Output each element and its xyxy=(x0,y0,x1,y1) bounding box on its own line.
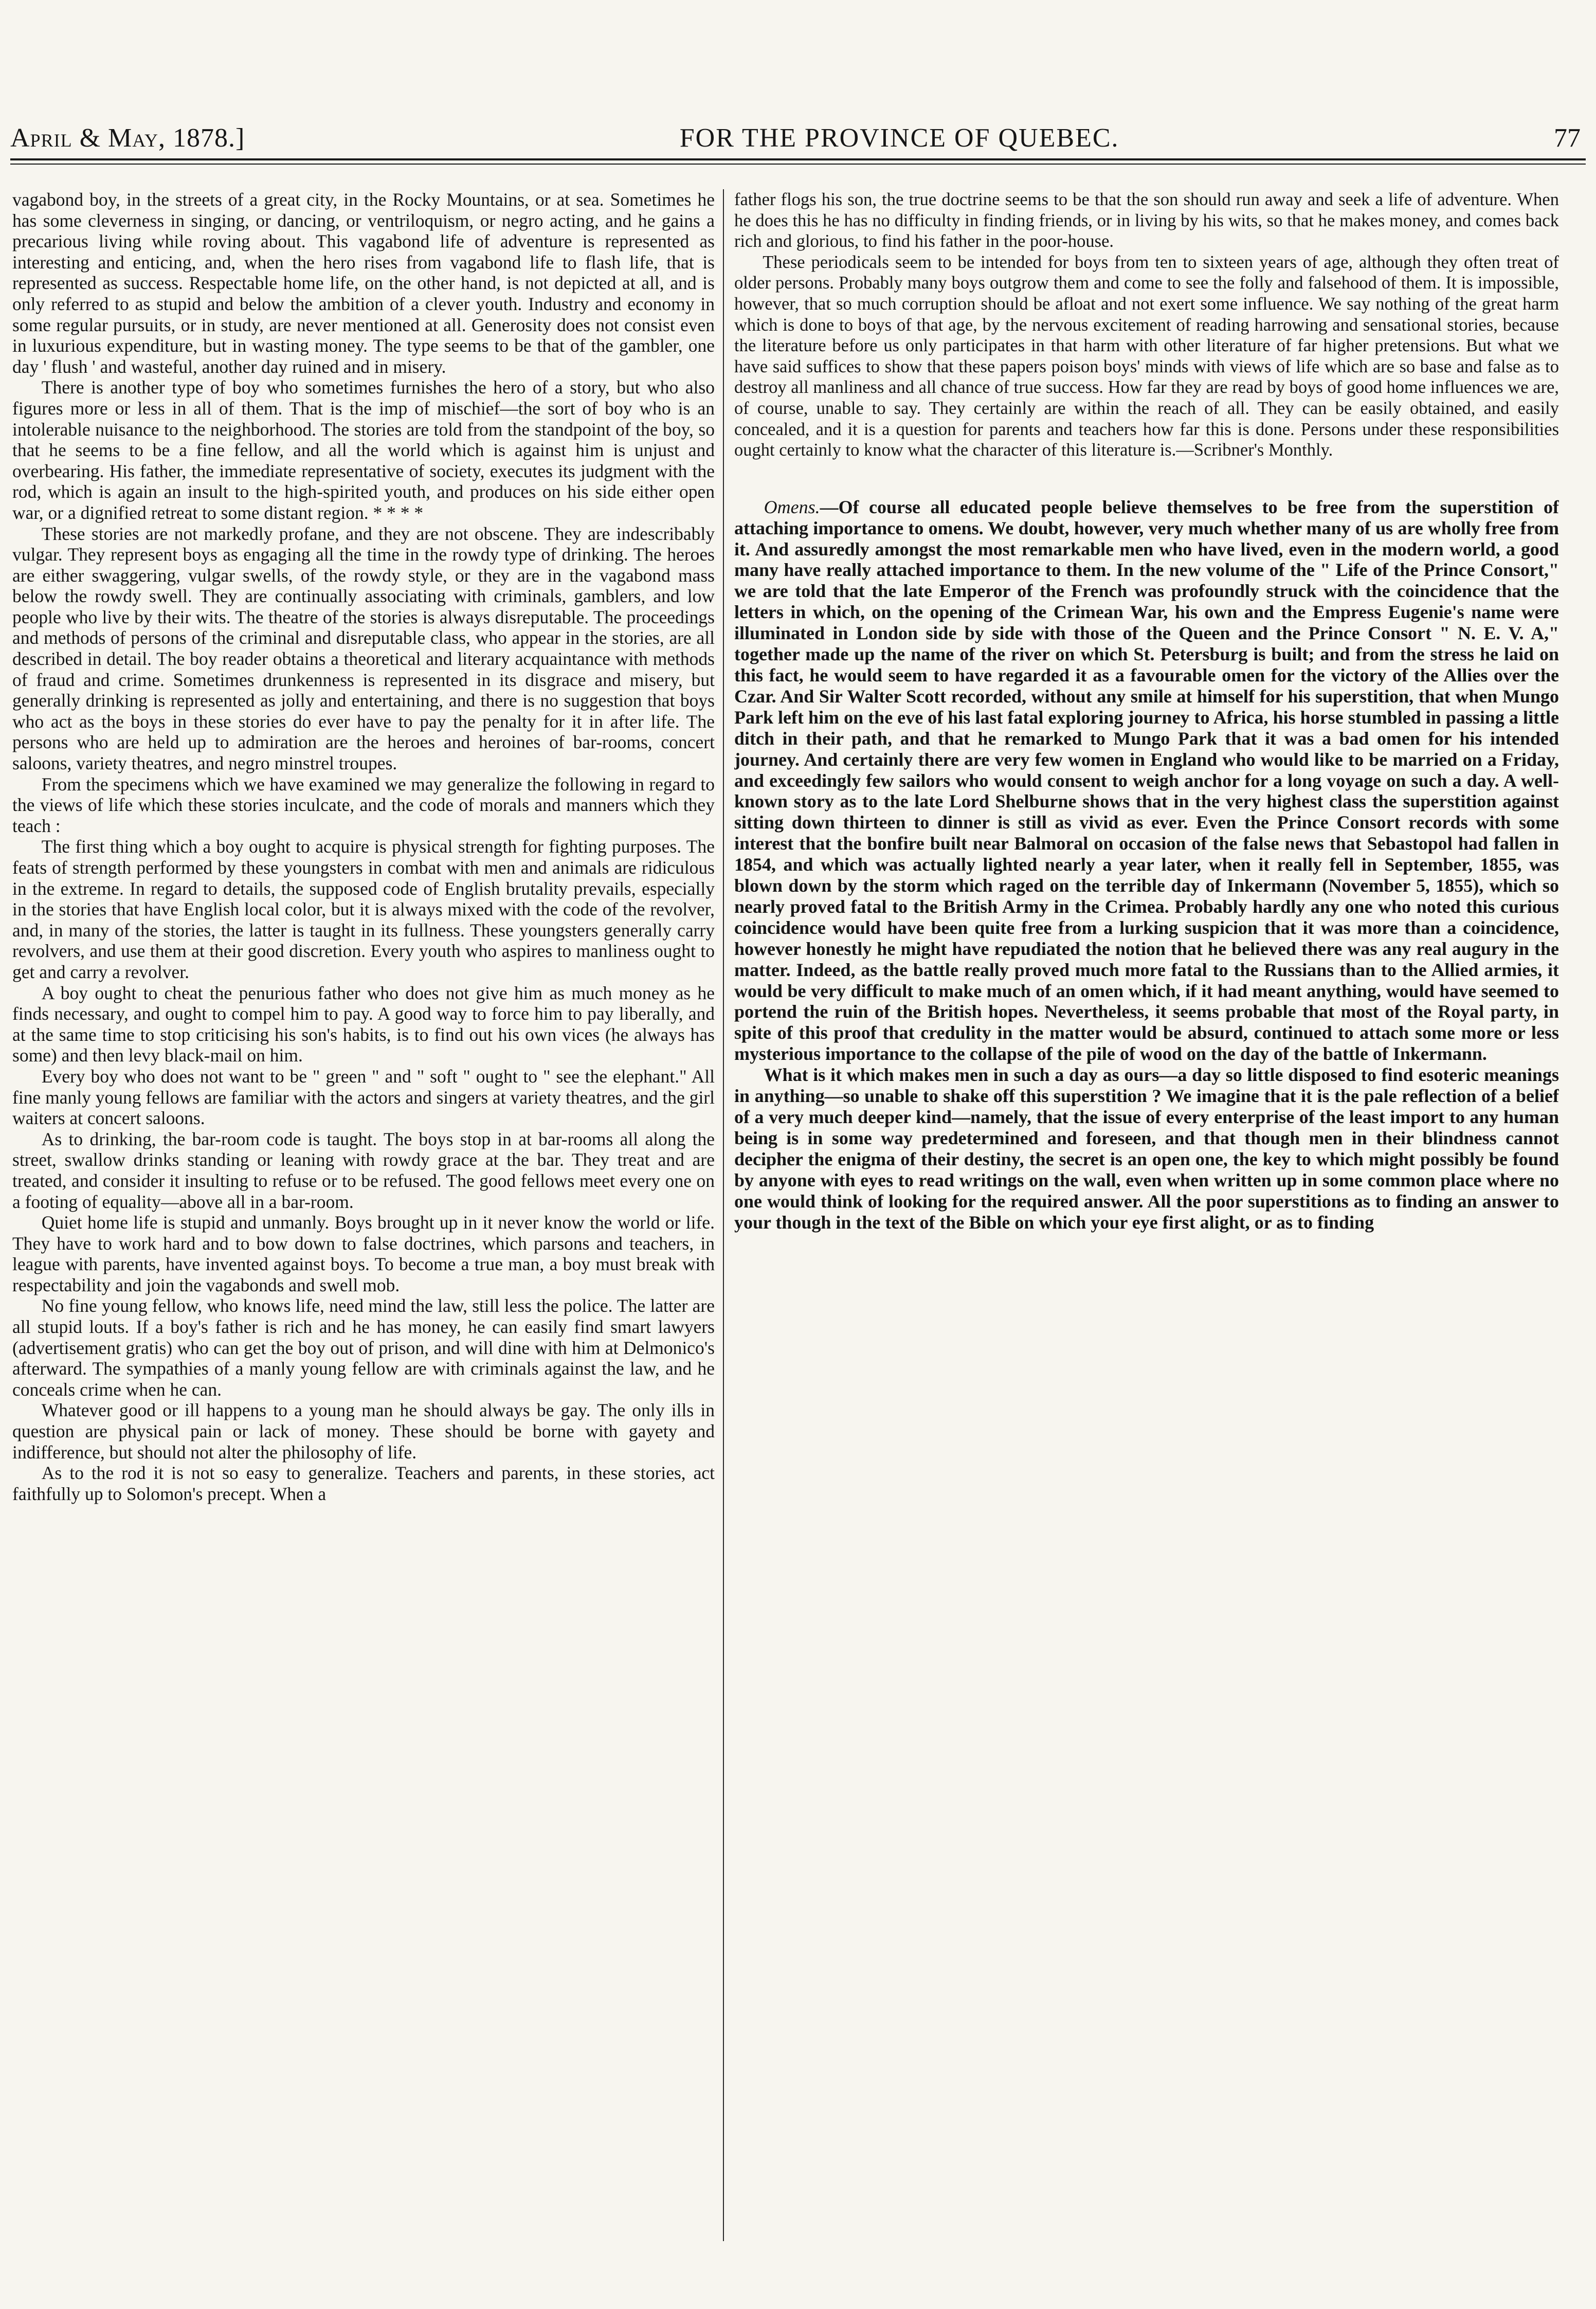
issue-date: April & May, 1878.] xyxy=(10,123,245,153)
paragraph: Quiet home life is stupid and unmanly. Boys brought up in it never know the world or life. They have to work hard and to bow down to false doctrines, which parsons and teachers, in league with parents, have invented against boys. To become a true man, a boy must break with respectability and join the vagabonds and swell mob. xyxy=(12,1212,715,1295)
left-column xyxy=(12,189,715,2258)
page-number: 77 xyxy=(1554,123,1581,153)
paragraph: From the specimens which we have examined we may generalize the following in regard to the views of life which these stories inculcate, and the code of morals and manners which they teach : xyxy=(12,773,715,836)
paragraph: A boy ought to cheat the penurious father who does not give him as much money as he finds necessary, and ought to compel him to pay. A good way to force him to pay liberally, and at the same time to stop criticising his son's habits, is to find out his own vices (he always has some) and then levy black-mail on him. xyxy=(12,982,715,1066)
header-rule xyxy=(10,158,1586,160)
column-rule xyxy=(723,189,724,2241)
paragraph: What is it which makes men in such a day as ours—a day so little disposed to find esoteric meanings in anything—so unable to shake off this superstition ? We imagine that it is the pale reflection of a belief of a very much deeper kind—namely, that the issue of every enterprise of the least import to any human being is in some way predetermined and foreseen, and that though men in their blindness cannot decipher the enigma of their destiny, the secret is an open one, the key to which might possibly be found by anyone with eyes to read writings on the wall, even when written up in some common place where no one would think of looking for the required answer. All the poor superstitions as to finding an answer to your though in the text of the Bible on which your eye first alight, or as to finding xyxy=(734,1065,1559,1233)
right-column xyxy=(734,189,1559,2258)
omens-article xyxy=(734,497,1559,1233)
paragraph: father flogs his son, the true doctrine seems to be that the son should run away and seek a life of adventure. When he does this he has no difficulty in finding friends, or in living by his wits, so that he makes money, and comes back rich and glorious, to find his father in the poor-house. xyxy=(734,190,1559,251)
paragraph: vagabond boy, in the streets of a great city, in the Rocky Mountains, or at sea. Sometimes he has some cleverness in singing, or dancing, or ventriloquism, or negro acting, and he gains a precarious living while roving about. This vagabond life of adventure is represented as interesting and enticing, and, when the hero rises from vagabond life to flash life, that is represented as success. Respectable home life, on the other hand, is not depicted at all, and is only referred to as stupid and below the ambition of a clever youth. Industry and economy in some regular pursuits, or in study, are never mentioned at all. Generosity does not consist even in luxurious expenditure, but in wasting money. The type seems to be that of the gambler, one day ' flush ' and wasteful, another day ruined and in misery. xyxy=(12,189,715,377)
paragraph: No fine young fellow, who knows life, need mind the law, still less the police. The latter are all stupid louts. If a boy's father is rich and he has money, he can easily find smart lawyers (advertisement gratis) who can get the boy out of prison, and will dine with him at Delmonico's afterward. The sympathies of a manly young fellow are with criminals against the law, and he conceals crime when he can. xyxy=(12,1295,715,1400)
journal-title: FOR THE PROVINCE OF QUEBEC. xyxy=(679,123,1119,153)
paragraph-omens-lead xyxy=(734,497,1559,1065)
paragraph: As to drinking, the bar-room code is taught. The boys stop in at bar-rooms all along the street, swallow drinks standing or leaning with rowdy grace at the bar. They treat and are treated, and consider it insulting to refuse or to be refused. The good fellows meet every one on a footing of equality—above all in a bar-room. xyxy=(12,1128,715,1212)
paragraph: These stories are not markedly profane, and they are not obscene. They are indescribably vulgar. They represent boys as engaging all the time in the rowdy type of drinking. The heroes are either swaggering, vulgar swells, of the rowdy style, or they are in the vagabond mass below the rowdy swell. They are continually associating with criminals, gamblers, and low people who live by their wits. The theatre of the stories is always disreputable. The proceedings and methods of persons of the criminal and disreputable class, who appear in the stories, are all described in detail. The boy reader obtains a theoretical and literary acquaintance with methods of fraud and crime. Sometimes drunkenness is represented in its disgrace and misery, but generally drinking is represented as jolly and entertaining, and there is no suggestion that boys who act as the boys in these stories do ever have to pay the penalty for it in after life. The persons who are held up to admiration are the heroes and heroines of bar-rooms, concert saloons, variety theatres, and negro minstrel troupes. xyxy=(12,523,715,774)
paragraph: As to the rod it is not so easy to generalize. Teachers and parents, in these stories, act faithfully up to Solomon's precept. When a xyxy=(12,1463,715,1504)
paragraph: The first thing which a boy ought to acquire is physical strength for fighting purposes. The feats of strength performed by these youngsters in combat with men and animals are ridiculous in the extreme. In regard to details, the supposed code of English brutality prevails, especially in the stories that have English local color, but it is always mixed with the code of the revolver, and, in many of the stories, the latter is taught in its fullness. These youngsters generally carry revolvers, and use them at their good discretion. Every youth who aspires to manliness ought to get and carry a revolver. xyxy=(12,836,715,982)
paragraph: These periodicals seem to be intended for boys from ten to sixteen years of age, although they often treat of older persons. Probably many boys outgrow them and come to see the folly and falsehood of them. It is impossible, however, that so much corruption should be afloat and not exert some influence. We say nothing of the great harm which is done to boys of that age, by the nervous excitement of reading harrowing and sensational stories, because the literature before us only participates in that harm with other literature of far higher pretensions. But what we have said suffices to show that these papers poison boys' minds with views of life which are so base and false as to destroy all manliness and all chance of true success. How far they are read by boys of good home influences we are, of course, unable to say. They certainly are within the reach of all. They can be easily obtained, and easily concealed, and it is a question for parents and teachers how far this is done. Persons under these responsibilities ought certainly to know what the character of this literature is.—Scribner's Monthly. xyxy=(734,252,1559,460)
omens-text: —Of course all educated people believe themselves to be free from the superstition of attaching importance to omens. We doubt, however, very much whether many of us are wholly free from it. And assuredly amongst the most remarkable men who have lived, even in the modern world, a good many have really attached importance to them. In the new volume of the " Life of the Prince Consort," we are told that the late Emperor of the French was profoundly struck with the coincidence that the letters in which, on the opening of the Crimean War, his own and the Empress Eugenie's name were illuminated in London side by side with those of the Queen and the Prince Consort " N. E. V. A," together made up the name of the river on which St. Petersburg is built; and from the stress he laid on this fact, he would seem to have regarded it as a favourable omen for the victory of the Allies over the Czar. And Sir Walter Scott recorded, without any smile at himself for his superstition, that when Mungo Park left him on the eve of his last fatal exploring journey to Africa, his horse stumbled in passing a little ditch in their path, and that he remarked to Mungo Park that it was a bad omen for his intended journey. And certainly there are very few women in England who would like to be married on a Friday, and exceedingly few sailors who would consent to weigh anchor for a long voyage on such a day. A well-known story as to the late Lord Shelburne shows that in the very highest class the superstition against sitting down thirteen to dinner is still as vivid as ever. Even the Prince Consort records with some interest that the bonfire built near Balmoral on occasion of the false news that Sebastopol had fallen in 1854, and which was actually lighted nearly a year later, when it really fell in September, 1855, was blown down by the storm which raged on the terrible day of Inkermann (November 5, 1855), which so nearly proved fatal to the British Army in the Crimea. Probably hardly any one who noted this curious coincidence would have been quite free from a lurking suspicion that it was more than a coincidence, however honestly he might have repudiated the notion that he believed there was any real augury in the matter. Indeed, as the battle really proved much more fatal to the Russians than to the Allied armies, it would be very difficult to make much of an omen which, if it had meant anything, would have seemed to portend the ruin of the British hopes. Nevertheless, it seems probable that most of the Royal party, in spite of this proof that credulity in the matter would be absurd, continued to attach some more or less mysterious importance to the collapse of the pile of wood on the day of the battle of Inkermann. xyxy=(734,496,1559,1065)
omens-heading: Omens. xyxy=(764,496,820,517)
paragraph: There is another type of boy who sometimes furnishes the hero of a story, but who also figures more or less in all of them. That is the imp of mischief—the sort of boy who is an intolerable nuisance to the neighborhood. The stories are told from the standpoint of the boy, so that he seems to be a fine fellow, and all the world which is against him is unjust and overbearing. His father, the immediate representative of society, executes its judgment with the rod, which is again an insult to the high-spirited youth, and produces on his side either open war, or a dignified retreat to some distant region. * * * * xyxy=(12,377,715,523)
paragraph: Whatever good or ill happens to a young man he should always be gay. The only ills in question are physical pain or lack of money. These should be borne with gayety and indifference, but should not alter the philosophy of life. xyxy=(12,1400,715,1463)
paragraph: Every boy who does not want to be " green " and " soft " ought to " see the elephant." All fine manly young fellows are familiar with the actors and singers at variety theatres, and the girl waiters at concert saloons. xyxy=(12,1066,715,1129)
header-rule-thin xyxy=(10,164,1586,165)
running-header xyxy=(10,112,1581,153)
